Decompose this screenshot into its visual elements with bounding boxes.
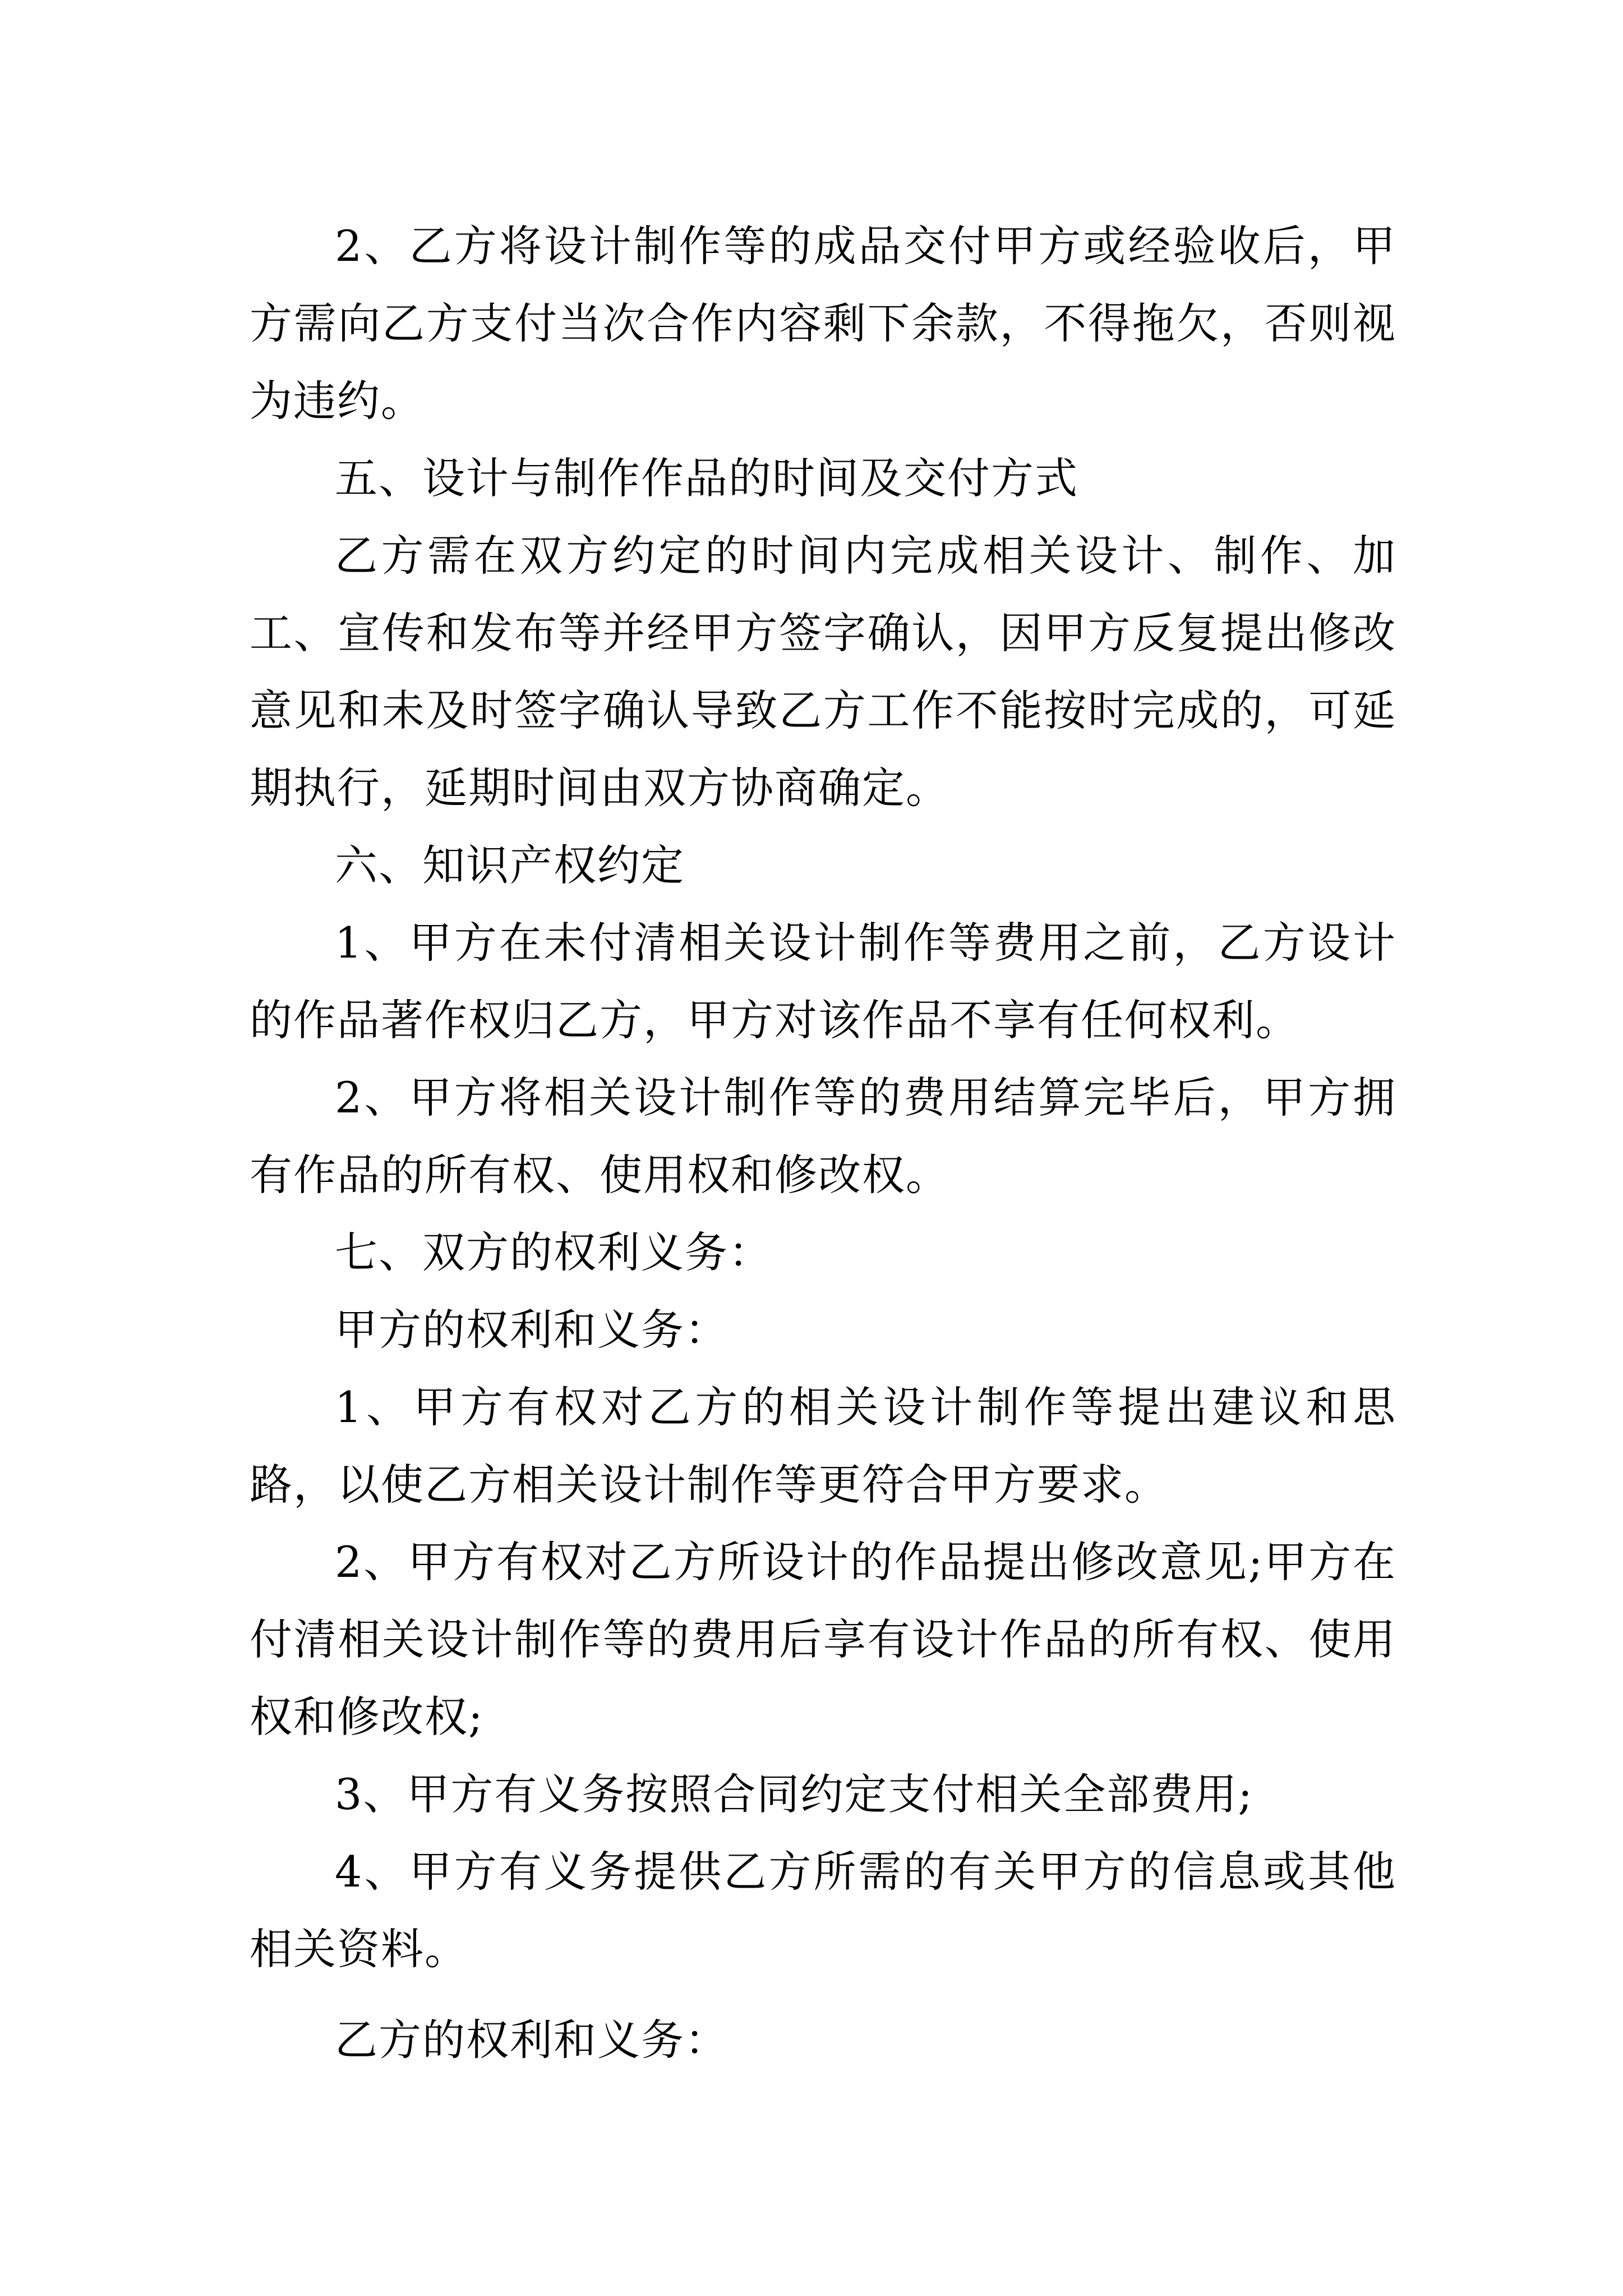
section-heading-delivery: 五、设计与制作作品的时间及交付方式 bbox=[335, 453, 1078, 503]
paragraph-party-a-2: 2、甲方有权对乙方所设计的作品提出修改意见;甲方在付清相关设计制作等的费用后享有设计作品的所有权、使用权和修改权; bbox=[250, 1537, 1396, 1742]
paragraph-payment-balance: 2、乙方将设计制作等的成品交付甲方或经验收后，甲方需向乙方支付当次合作内容剩下余款，不得拖欠，否则视为违约。 bbox=[250, 221, 1396, 426]
section-heading-ip: 六、知识产权约定 bbox=[335, 840, 685, 890]
paragraph-party-a-4: 4、甲方有义务提供乙方所需的有关甲方的信息或其他相关资料。 bbox=[250, 1847, 1396, 1974]
paragraph-party-a-1: 1、甲方有权对乙方的相关设计制作等提出建议和思路，以使乙方相关设计制作等更符合甲方要求。 bbox=[250, 1382, 1396, 1510]
subheading-party-a: 甲方的权利和义务： bbox=[335, 1305, 728, 1355]
subheading-party-b: 乙方的权利和义务： bbox=[335, 2015, 728, 2065]
paragraph-delivery-terms: 乙方需在双方约定的时间内完成相关设计、制作、加工、宣传和发布等并经甲方签字确认，因甲方反复提出修改意见和未及时签字确认导致乙方工作不能按时完成的，可延期执行，延期时间由双方协商确定。 bbox=[250, 531, 1396, 813]
paragraph-ip-2: 2、甲方将相关设计制作等的费用结算完毕后，甲方拥有作品的所有权、使用权和修改权。 bbox=[250, 1073, 1396, 1200]
paragraph-party-a-3: 3、甲方有义务按照合同约定支付相关全部费用; bbox=[335, 1769, 1253, 1819]
section-heading-rights: 七、双方的权利义务： bbox=[335, 1227, 772, 1277]
paragraph-ip-1: 1、甲方在未付清相关设计制作等费用之前，乙方设计的作品著作权归乙方，甲方对该作品不享有任何权利。 bbox=[250, 918, 1396, 1045]
document-body bbox=[250, 208, 1396, 2079]
